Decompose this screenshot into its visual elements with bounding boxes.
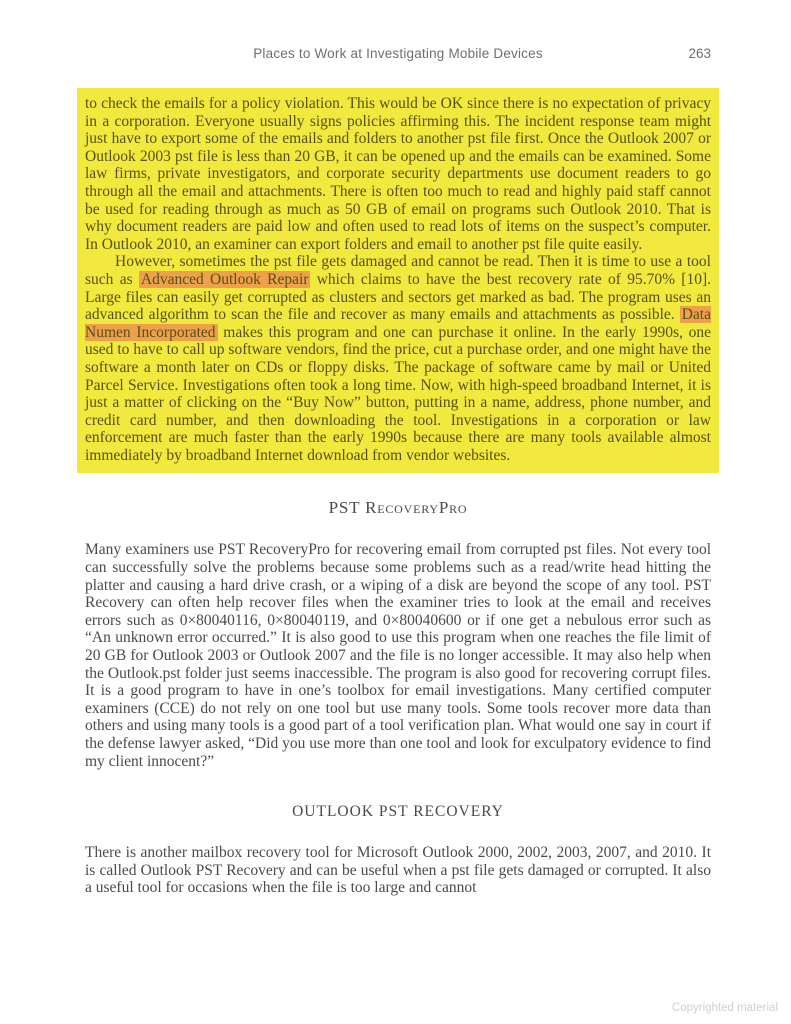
highlighted-passage xyxy=(77,88,719,473)
paragraph-pst-recoverypro: Many examiners use PST RecoveryPro for recovering email from corrupted pst files. Not every tool can successfully solve the problems because some problems such as a read/write head hitting the platter and causing a hard drive crash, or a wiping of a disk are beyond the scope of any tool. PST Recovery can often help recover files when the examiner tries to look at the email and receives errors such as 0×80040116, 0×80040119, and 0×80040600 or if one get a nebulous error such as “An unknown error occurred.” It is also good to use this program when one reaches the file limit of 20 GB for Outlook 2003 or Outlook 2007 and the file is no longer accessible. It may also help when the Outlook.pst folder just seems inaccessible. The program is also good for recovering corrupt files. It is a good program to have in one’s toolbox for email investigations. Many certified computer examiners (CCE) do not rely on one tool but use many tools. Some tools recover more data than others and using many tools is a good part of a tool verification plan. What would one say in court if the defense lawyer asked, “Did you use more than one tool and look for exculpatory evidence to find my client innocent?” xyxy=(85,541,711,770)
orange-highlighted-term: Advanced Outlook Repair xyxy=(140,270,309,288)
page-number: 263 xyxy=(688,46,711,61)
section-heading-pst-recoverypro: PST RecoveryPro xyxy=(328,498,468,518)
highlighted-paragraph-however: However, sometimes the pst file gets damaged and cannot be read. Then it is time to use a tool such as Advanced Outlook Repair which claims to have the best recovery rate of 95.70% [10]. Large files can easily get corrupted as clusters and sectors get marked as bad. The program uses an advanced algorithm to scan the file and recover as many emails and attachments as possible. Data Numen Incorporated makes this program and one can purchase it online. In the early 1990s, one used to have to call up software vendors, find the price, cut a purchase order, and one might have the software a month later on CDs or floppy disks. The package of software came by mail or United Parcel Service. Investigations often took a long time. Now, with high-speed broadband Internet, it is just a matter of clicking on the “Buy Now” button, putting in a name, address, phone number, and credit card number, and then downloading the tool. Investigations in a corporation or law enforcement are much faster than the early 1990s because there are many tools available almost immediately by broadband Internet download from vendor websites. xyxy=(85,253,711,464)
running-head: Places to Work at Investigating Mobile Devices xyxy=(253,46,543,61)
page-body xyxy=(85,88,711,897)
page-header xyxy=(85,46,711,64)
paragraph-outlook-pst-recovery: There is another mailbox recovery tool for Microsoft Outlook 2000, 2002, 2003, 2007, and 2010. It is called Outlook PST Recovery and can be useful when a pst file gets damaged or corrupted. It also a useful tool for occasions when the file is too large and cannot xyxy=(85,844,711,897)
section-heading-outlook-pst-recovery: OUTLOOK PST RECOVERY xyxy=(292,803,504,821)
copyright-watermark: Copyrighted material xyxy=(671,1002,778,1014)
highlighted-paragraph-continuation: to check the emails for a policy violation. This would be OK since there is no expectation of privacy in a corporation. Everyone usually signs policies affirming this. The incident response team might just have to export some of the emails and folders to another pst file first. Once the Outlook 2007 or Outlook 2003 pst file is less than 20 GB, it can be opened up and the emails can be examined. Some law firms, private investigators, and corporate security departments use document readers to go through all the email and attachments. There is often too much to read and highly paid staff cannot be used for reading through as much as 50 GB of email on programs such Outlook 2010. That is why document readers are paid low and often used to read lots of items on the suspect’s computer. In Outlook 2010, an examiner can export folders and email to another pst file quite easily. xyxy=(85,95,711,253)
orange-highlighted-term: Data Numen Incorporated xyxy=(85,306,711,341)
